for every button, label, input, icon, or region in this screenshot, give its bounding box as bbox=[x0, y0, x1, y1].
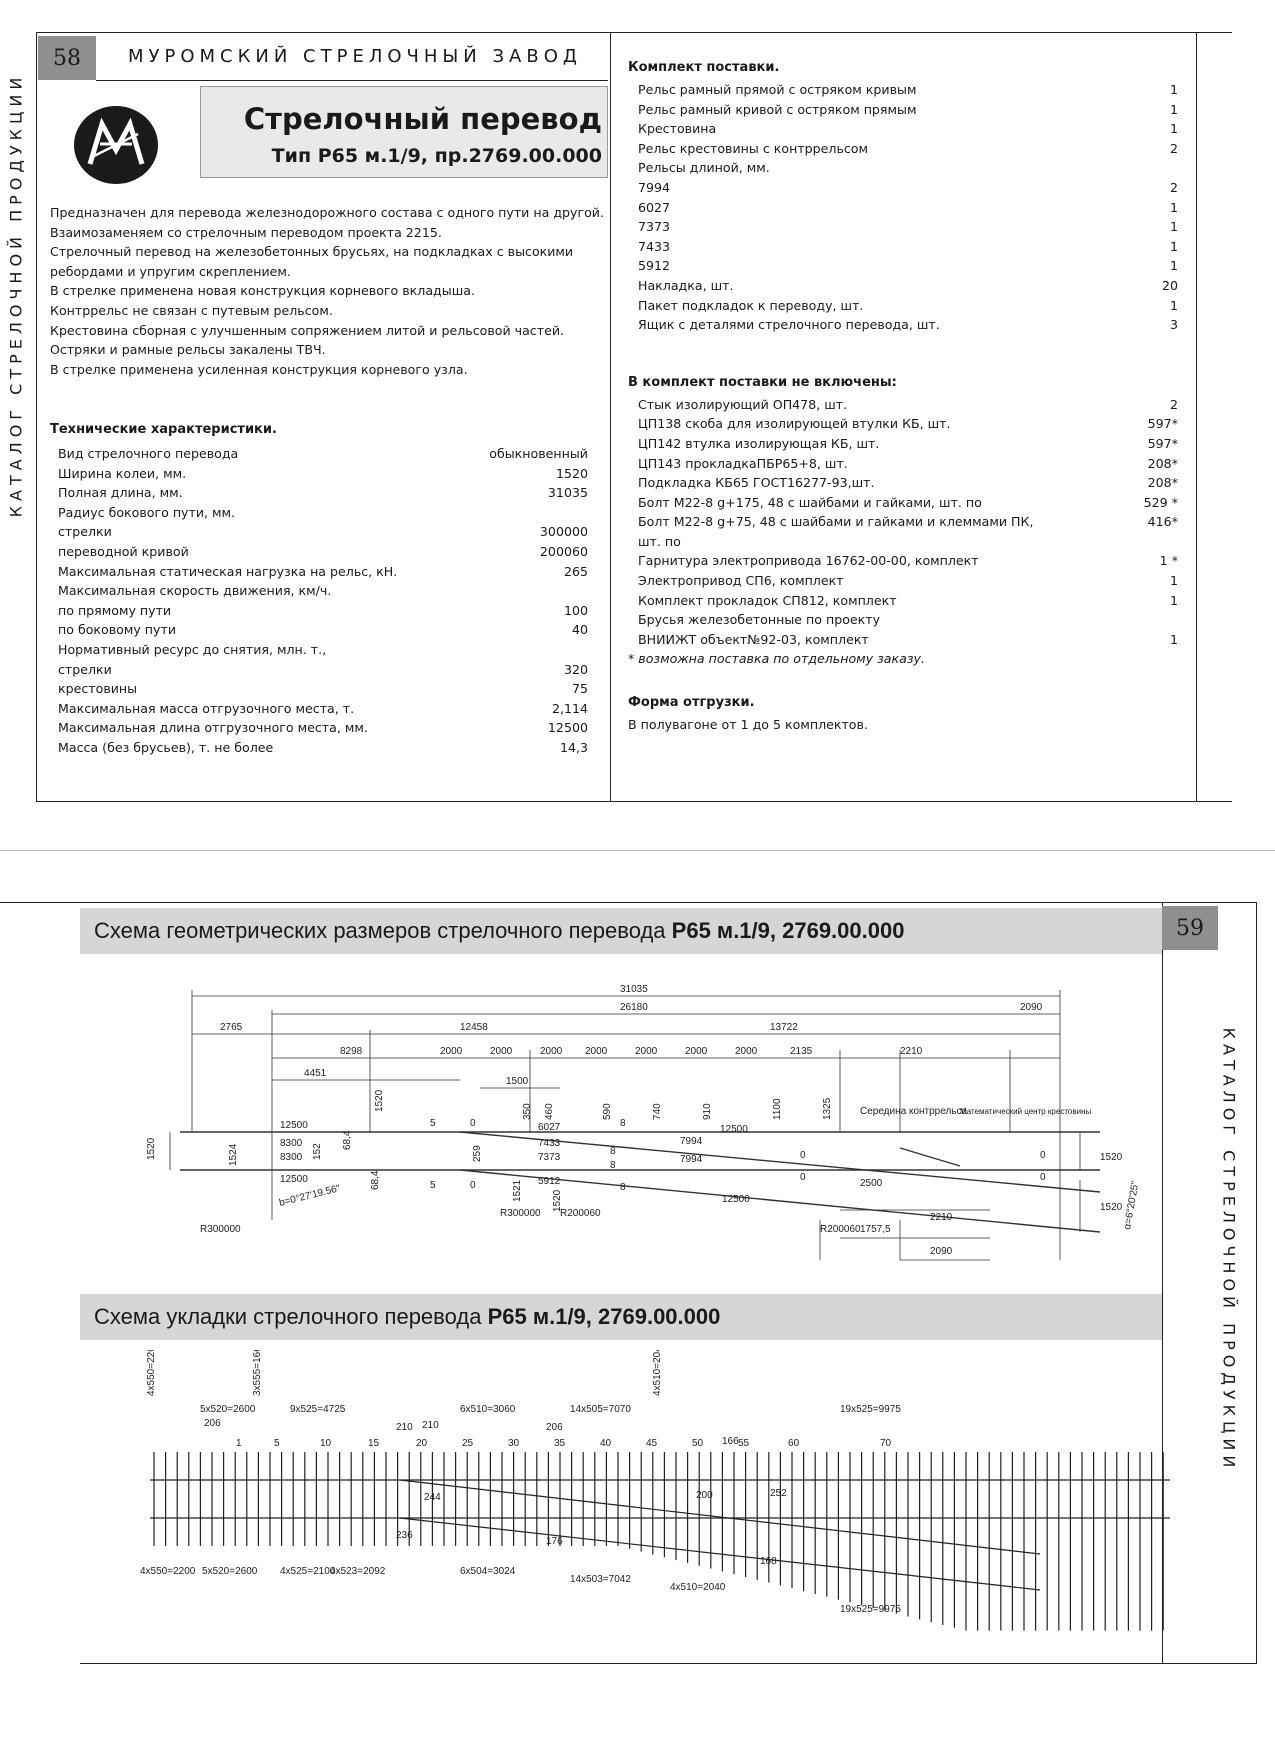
spec-row-value: обыкновенный bbox=[489, 446, 588, 461]
dim-2500: 2500 bbox=[860, 1178, 883, 1189]
math-center-label: Математический центр крестовины bbox=[960, 1107, 1092, 1116]
supply-row-label: Накладка, шт. bbox=[638, 277, 734, 293]
excluded-list bbox=[628, 395, 1178, 650]
tie-number: 45 bbox=[646, 1438, 658, 1449]
supply-row-value: 1 bbox=[1169, 199, 1178, 215]
specs-heading: Технические характеристики. bbox=[50, 422, 277, 437]
spec-row bbox=[58, 483, 588, 503]
tie-number: 20 bbox=[416, 1438, 428, 1449]
spec-row-value: 1520 bbox=[555, 465, 588, 481]
dim-2090: 2090 bbox=[1020, 1002, 1043, 1013]
excluded-heading: В комплект поставки не включены: bbox=[628, 374, 897, 390]
excluded-row bbox=[628, 551, 1178, 571]
rail-length: 12500 bbox=[722, 1194, 750, 1205]
dim-row3: 2000 bbox=[540, 1046, 563, 1057]
excluded-row bbox=[628, 493, 1178, 513]
rail-length: 7433 bbox=[538, 1138, 561, 1149]
layout-mark: 210 bbox=[422, 1420, 439, 1431]
tie-group-top: 9x525=4725 bbox=[290, 1404, 346, 1415]
excluded-row bbox=[628, 532, 1178, 552]
spec-row-value: 2,114 bbox=[551, 700, 588, 716]
page-number: 59 bbox=[1162, 906, 1218, 950]
excluded-row bbox=[628, 454, 1178, 474]
tie-group-top: 5x520=2600 bbox=[200, 1404, 256, 1415]
supply-row bbox=[628, 256, 1178, 276]
supply-row-value: 1 bbox=[1169, 258, 1178, 274]
offset-dim: 0 bbox=[800, 1172, 806, 1183]
rail-length: 8300 bbox=[280, 1152, 303, 1163]
offset-dim: 8 bbox=[610, 1146, 616, 1157]
excluded-row-value: 208* bbox=[1147, 455, 1178, 471]
layout-mark: 244 bbox=[424, 1492, 441, 1503]
supply-row bbox=[628, 80, 1178, 100]
supply-row-label: 7433 bbox=[638, 238, 671, 254]
supply-column bbox=[628, 60, 1178, 735]
tie-group-top: 4x550=2200 bbox=[146, 1350, 157, 1396]
supply-row-label: Рельс рамный прямой с остряком кривым bbox=[638, 82, 917, 97]
supply-row-label: Крестовина bbox=[638, 121, 717, 137]
shipping-heading: Форма отгрузки. bbox=[628, 695, 755, 711]
intro-line: В стрелке применена новая конструкция корневого вкладыша. bbox=[50, 283, 475, 299]
excluded-row-value: 1 bbox=[1169, 573, 1178, 589]
frame-top-rule bbox=[0, 902, 80, 903]
scheme2-title-text: Схема укладки стрелочного перевода bbox=[94, 1304, 482, 1329]
supply-row-label: 7994 bbox=[638, 179, 671, 195]
scheme2-title bbox=[94, 1304, 720, 1330]
spec-row bbox=[58, 522, 588, 542]
excluded-row-label: Болт М22-8 g+75, 48 с шайбами и гайками и клеммами ПК, bbox=[638, 514, 1034, 530]
vertical-dim: 1521 bbox=[512, 1179, 523, 1202]
excluded-note: * возможна поставка по отдельному заказу. bbox=[628, 651, 925, 667]
spec-row-label: Максимальная длина отгрузочного места, мм. bbox=[58, 720, 368, 736]
rail-length: 8300 bbox=[280, 1138, 303, 1149]
vertical-dim: 259 bbox=[472, 1145, 483, 1162]
supply-row-label: Пакет подкладок к переводу, шт. bbox=[638, 297, 864, 313]
intro-line: В стрелке применена усиленная конструкция корневого узла. bbox=[50, 361, 468, 377]
radius-2: R300000 bbox=[500, 1208, 541, 1219]
supply-row bbox=[628, 217, 1178, 237]
spec-row bbox=[58, 660, 588, 680]
countrail-center-label: Середина контррельса bbox=[860, 1106, 968, 1117]
tie-group-bottom: 6x504=3024 bbox=[460, 1566, 516, 1577]
spec-row-label: Максимальная статическая нагрузка на рельс, кН. bbox=[58, 563, 398, 579]
excluded-row bbox=[628, 434, 1178, 454]
rail-length: 12500 bbox=[720, 1124, 748, 1135]
excluded-row-label: ЦП142 втулка изолирующая КБ, шт. bbox=[638, 435, 880, 451]
tie-group-bottom: 19x525=9975 bbox=[840, 1604, 901, 1615]
supply-row-value: 1 bbox=[1169, 219, 1178, 235]
spec-row-label: крестовины bbox=[58, 681, 138, 697]
tie-number: 1 bbox=[236, 1438, 242, 1449]
offset-dim: 5 bbox=[430, 1118, 436, 1129]
tie-group-top: 3x555=1665 bbox=[252, 1350, 263, 1396]
vertical-dim: 1520 bbox=[146, 1137, 157, 1160]
offset-dim: 0 bbox=[470, 1180, 476, 1191]
excluded-row-value: 1 * bbox=[1159, 553, 1178, 569]
tie-number: 30 bbox=[508, 1438, 520, 1449]
supply-row bbox=[628, 237, 1178, 257]
side-catalog-text: КАТАЛОГ СТРЕЛОЧНОЙ ПРОДУКЦИИ bbox=[1219, 1027, 1239, 1473]
intro-line: Остряки и рамные рельсы закалены ТВЧ. bbox=[50, 342, 326, 358]
supply-row-value: 1 bbox=[1169, 121, 1178, 137]
dim-13722: 13722 bbox=[770, 1022, 798, 1033]
excluded-row bbox=[628, 610, 1178, 630]
tie-number: 5 bbox=[274, 1438, 280, 1449]
page-separator bbox=[0, 850, 1275, 851]
tie-number: 70 bbox=[880, 1438, 892, 1449]
excluded-row-value: 208* bbox=[1147, 475, 1178, 491]
dim-26180: 26180 bbox=[620, 1002, 648, 1013]
tie-group-top: 4x510=2040 bbox=[652, 1350, 663, 1396]
excluded-row bbox=[628, 473, 1178, 493]
radius-4: R200060 bbox=[820, 1224, 861, 1235]
tie-number: 15 bbox=[368, 1438, 380, 1449]
vertical-dim: 350 bbox=[522, 1103, 533, 1120]
supply-row bbox=[628, 315, 1178, 335]
layout-mark: 236 bbox=[396, 1530, 413, 1541]
supply-row-label: 7373 bbox=[638, 219, 671, 235]
tie-number: 25 bbox=[462, 1438, 474, 1449]
supply-row-value: 1 bbox=[1169, 297, 1178, 313]
spec-row-label: стрелки bbox=[58, 661, 112, 677]
vertical-dim: 152 bbox=[312, 1143, 323, 1160]
dim-row3: 8298 bbox=[340, 1046, 363, 1057]
dim-row3: 2210 bbox=[900, 1046, 923, 1057]
spec-row bbox=[58, 562, 588, 582]
excluded-row-label: ЦП138 скоба для изолирующей втулки КБ, шт. bbox=[638, 416, 951, 432]
excluded-row-label: Гарнитура электропривода 16762-00-00, комплект bbox=[638, 553, 979, 569]
scheme1-title-code: Р65 м.1/9, 2769.00.000 bbox=[671, 918, 905, 943]
excluded-row-value: 416* bbox=[1147, 514, 1178, 530]
excluded-row-label: ВНИИЖТ объект№92-03, комплект bbox=[638, 631, 869, 647]
spec-row-value: 300000 bbox=[539, 524, 588, 540]
spec-row bbox=[58, 699, 588, 719]
supply-row bbox=[628, 178, 1178, 198]
excluded-row-label: ЦП143 прокладкаПБР65+8, шт. bbox=[638, 455, 848, 471]
excluded-row bbox=[628, 395, 1178, 415]
supply-row-label: 5912 bbox=[638, 258, 671, 274]
supply-row-value: 1 bbox=[1169, 82, 1178, 97]
excluded-row-value: 1 bbox=[1169, 592, 1178, 608]
excluded-row-label: Электропривод СП6, комплект bbox=[638, 573, 844, 589]
tie-group-top: 14x505=7070 bbox=[570, 1404, 631, 1415]
supply-row-label: 6027 bbox=[638, 199, 671, 215]
layout-mark: 210 bbox=[396, 1422, 413, 1433]
shipping-text: В полувагоне от 1 до 5 комплектов. bbox=[628, 717, 868, 733]
supply-row bbox=[628, 296, 1178, 316]
dim-4451: 4451 bbox=[304, 1068, 327, 1079]
spec-row bbox=[58, 718, 588, 738]
frame-divider bbox=[36, 33, 37, 801]
frame-divider bbox=[610, 33, 611, 801]
spec-row bbox=[58, 581, 588, 601]
layout-mark: 166 bbox=[722, 1436, 739, 1447]
offset-dim: 8 bbox=[620, 1182, 626, 1193]
dim-1500: 1500 bbox=[506, 1076, 529, 1087]
spec-row bbox=[58, 679, 588, 699]
spec-row-value: 31035 bbox=[547, 485, 588, 501]
spec-row-label: Максимальная масса отгрузочного места, т. bbox=[58, 700, 355, 716]
offset-dim: 8 bbox=[610, 1160, 616, 1171]
vertical-dim: 1520 bbox=[552, 1189, 563, 1212]
spec-row-label: Максимальная скорость движения, км/ч. bbox=[58, 583, 332, 599]
vertical-dim: 1325 bbox=[822, 1097, 833, 1120]
tie-group-bottom: 4x523=2092 bbox=[330, 1566, 386, 1577]
spec-row-value: 100 bbox=[563, 602, 588, 618]
vertical-dim: 68,4 bbox=[342, 1130, 353, 1150]
spec-row-label: стрелки bbox=[58, 524, 112, 540]
spec-row-label: Полная длина, мм. bbox=[58, 485, 183, 501]
rail-length: 5912 bbox=[538, 1176, 561, 1187]
excluded-row-value: 2 bbox=[1169, 396, 1178, 412]
spec-row bbox=[58, 464, 588, 484]
tie-group-top: 6x510=3060 bbox=[460, 1404, 516, 1415]
spec-row-label: Нормативный ресурс до снятия, млн. т., bbox=[58, 641, 327, 657]
dim-2765: 2765 bbox=[220, 1022, 243, 1033]
supply-row-value: 20 bbox=[1161, 277, 1178, 293]
geometry-scheme bbox=[140, 970, 1200, 1270]
supply-row bbox=[628, 119, 1178, 139]
supply-row-label: Рельс рамный кривой с остряком прямым bbox=[638, 101, 917, 117]
tie-number: 50 bbox=[692, 1438, 704, 1449]
vertical-dim: 1100 bbox=[772, 1098, 783, 1120]
intro-line: Взаимозаменяем со стрелочным переводом проекта 2215. bbox=[50, 224, 442, 240]
supply-row bbox=[628, 198, 1178, 218]
excluded-row-label: Комплект прокладок СП812, комплект bbox=[638, 592, 897, 608]
tie-number: 10 bbox=[320, 1438, 332, 1449]
rail-length: 7994 bbox=[680, 1136, 703, 1147]
vertical-dim: 1524 bbox=[228, 1143, 239, 1166]
rail-length: 12500 bbox=[280, 1120, 308, 1131]
layout-scheme bbox=[140, 1350, 1200, 1650]
excluded-row bbox=[628, 571, 1178, 591]
offset-dim: 8 bbox=[620, 1118, 626, 1129]
supply-row-value: 3 bbox=[1169, 317, 1178, 333]
page-number: 58 bbox=[38, 36, 96, 80]
intro-line: Предназначен для перевода железнодорожного состава с одного пути на другой. bbox=[50, 205, 604, 220]
excluded-row-value: 597* bbox=[1147, 416, 1178, 432]
dim-12458: 12458 bbox=[460, 1022, 488, 1033]
layout-mark: 176 bbox=[546, 1536, 563, 1547]
vertical-dim: 590 bbox=[602, 1103, 613, 1120]
excluded-row-value: 597* bbox=[1147, 435, 1178, 451]
supply-row-label: Ящик с деталями стрелочного перевода, шт. bbox=[638, 317, 940, 333]
tie-number: 35 bbox=[554, 1438, 566, 1449]
page-subtitle: Тип Р65 м.1/9, пр.2769.00.000 bbox=[271, 145, 602, 167]
dim-2090b: 2090 bbox=[930, 1246, 953, 1257]
spec-row-label: Вид стрелочного перевода bbox=[58, 446, 239, 461]
excluded-row-label: Брусья железобетонные по проекту bbox=[638, 612, 881, 628]
vertical-dim: 460 bbox=[544, 1103, 555, 1120]
layout-mark: 206 bbox=[546, 1422, 563, 1433]
supply-row bbox=[628, 276, 1178, 296]
angle-b: b=0°27'19.56" bbox=[278, 1183, 342, 1209]
spec-row bbox=[58, 444, 588, 464]
scheme1-title bbox=[94, 918, 904, 944]
brand-name: МУРОМСКИЙ СТРЕЛОЧНЫЙ ЗАВОД bbox=[128, 46, 582, 67]
excluded-row-label: Болт М22-8 g+175, 48 с шайбами и гайками, шт. по bbox=[638, 494, 982, 510]
excluded-row bbox=[628, 591, 1178, 611]
excluded-row-label: Подкладка КБ65 ГОСТ16277-93,шт. bbox=[638, 475, 875, 491]
dim-row3: 2000 bbox=[635, 1046, 658, 1057]
scheme2-title-code: Р65 м.1/9, 2769.00.000 bbox=[487, 1304, 721, 1329]
spec-row-value: 12500 bbox=[547, 720, 588, 736]
spec-row bbox=[58, 542, 588, 562]
excluded-row-label: шт. по bbox=[638, 533, 681, 549]
spec-row bbox=[58, 620, 588, 640]
offset-dim: 5 bbox=[430, 1180, 436, 1191]
side-catalog-label bbox=[2, 30, 30, 560]
spec-row-label: Радиус бокового пути, мм. bbox=[58, 504, 236, 520]
intro-line: Стрелочный перевод на железобетонных брусьях, на подкладках с высокими ребордами и упругим скреплением. bbox=[50, 244, 574, 279]
dim-row3: 2000 bbox=[440, 1046, 463, 1057]
spec-row bbox=[58, 503, 588, 523]
tie-group-bottom: 4x510=2040 bbox=[670, 1582, 726, 1593]
excluded-row bbox=[628, 512, 1178, 532]
supply-row-value: 2 bbox=[1169, 140, 1178, 156]
layout-mark: 206 bbox=[204, 1418, 221, 1429]
supply-list bbox=[628, 80, 1178, 335]
muromsky-plant-logo-icon bbox=[72, 104, 160, 186]
tie-group-bottom: 5x520=2600 bbox=[202, 1566, 258, 1577]
offset-dim: 0 bbox=[800, 1150, 806, 1161]
spec-row-label: по боковому пути bbox=[58, 622, 177, 638]
specs-table bbox=[58, 444, 588, 758]
dim-row3: 2000 bbox=[685, 1046, 708, 1057]
supply-heading: Комплект поставки. bbox=[628, 60, 780, 75]
supply-row-value: 1 bbox=[1169, 238, 1178, 254]
rail-length: 7994 bbox=[680, 1154, 703, 1165]
spec-row bbox=[58, 601, 588, 621]
intro-line: Крестовина сборная с улучшенным сопряжением литой и рельсовой частей. bbox=[50, 322, 565, 338]
layout-mark: 252 bbox=[770, 1488, 787, 1499]
supply-row-value: 1 bbox=[1169, 101, 1178, 117]
rail-length: 12500 bbox=[280, 1174, 308, 1185]
tie-group-bottom: 14x503=7042 bbox=[570, 1574, 631, 1585]
offset-dim: 0 bbox=[470, 1118, 476, 1129]
tie-number: 60 bbox=[788, 1438, 800, 1449]
header-rule bbox=[96, 80, 608, 81]
spec-row-value: 75 bbox=[571, 681, 588, 697]
vertical-dim: 740 bbox=[652, 1103, 663, 1120]
tie-group-bottom: 4x525=2100 bbox=[280, 1566, 336, 1577]
supply-row-label: Рельсы длиной, мм. bbox=[638, 160, 770, 176]
side-catalog-text: КАТАЛОГ СТРЕЛОЧНОЙ ПРОДУКЦИИ bbox=[6, 72, 26, 518]
dim-row3: 2000 bbox=[490, 1046, 513, 1057]
supply-row bbox=[628, 139, 1178, 159]
spec-row bbox=[58, 738, 588, 758]
gauge-right-2: 1520 bbox=[1100, 1202, 1123, 1213]
dim-total: 31035 bbox=[620, 984, 648, 995]
excluded-row-value: 529 * bbox=[1143, 494, 1178, 510]
spec-row bbox=[58, 640, 588, 660]
dim-row3: 2135 bbox=[790, 1046, 813, 1057]
supply-row bbox=[628, 100, 1178, 120]
excluded-row bbox=[628, 414, 1178, 434]
spec-row-label: Масса (без брусьев), т. не более bbox=[58, 739, 274, 755]
vertical-dim: 910 bbox=[702, 1103, 713, 1120]
excluded-row-label: Стык изолирующий ОП478, шт. bbox=[638, 396, 848, 412]
spec-row-value: 265 bbox=[563, 563, 588, 579]
gauge-right-1: 1520 bbox=[1100, 1152, 1123, 1163]
supply-row bbox=[628, 158, 1178, 178]
rail-length: 7373 bbox=[538, 1152, 561, 1163]
excluded-row bbox=[628, 630, 1178, 650]
intro-line: Контррельс не связан с путевым рельсом. bbox=[50, 302, 333, 318]
spec-row-value: 14,3 bbox=[559, 739, 588, 755]
dim-row3: 2000 bbox=[735, 1046, 758, 1057]
side-catalog-label bbox=[1214, 905, 1244, 1595]
dim-1757: 1757,5 bbox=[860, 1224, 891, 1235]
frame-divider bbox=[1196, 33, 1197, 801]
scheme1-title-text: Схема геометрических размеров стрелочного перевода bbox=[94, 918, 666, 943]
offset-dim: 0 bbox=[1040, 1150, 1046, 1161]
radius-1: R300000 bbox=[200, 1224, 241, 1235]
radius-3: R200060 bbox=[560, 1208, 601, 1219]
offset-dim: 0 bbox=[1040, 1172, 1046, 1183]
page-title: Стрелочный перевод bbox=[243, 102, 602, 136]
spec-row-value: 200060 bbox=[539, 543, 588, 559]
dim-row3: 2000 bbox=[585, 1046, 608, 1057]
supply-row-value: 2 bbox=[1169, 179, 1178, 195]
tie-number: 40 bbox=[600, 1438, 612, 1449]
dim-2210b: 2210 bbox=[930, 1212, 953, 1223]
vertical-dim: 1520 bbox=[374, 1089, 385, 1112]
layout-mark: 200 bbox=[696, 1490, 713, 1501]
spec-row-value: 40 bbox=[571, 622, 588, 638]
spec-row-value: 320 bbox=[563, 661, 588, 677]
supply-row-label: Рельс крестовины с контррельсом bbox=[638, 140, 868, 156]
rail-length: 6027 bbox=[538, 1122, 561, 1133]
layout-mark: 168 bbox=[760, 1556, 777, 1567]
vertical-dim: 68,4 bbox=[370, 1170, 381, 1190]
intro-text bbox=[50, 203, 606, 379]
tie-number: 55 bbox=[738, 1438, 750, 1449]
tie-group-top: 19x525=9975 bbox=[840, 1404, 901, 1415]
angle-a: α=6°20'25" bbox=[1122, 1180, 1142, 1231]
excluded-row-value: 1 bbox=[1169, 631, 1178, 647]
tie-group-bottom: 4x550=2200 bbox=[140, 1566, 196, 1577]
spec-row-label: Ширина колеи, мм. bbox=[58, 465, 187, 481]
spec-row-label: переводной кривой bbox=[58, 543, 189, 559]
spec-row-label: по прямому пути bbox=[58, 602, 172, 618]
